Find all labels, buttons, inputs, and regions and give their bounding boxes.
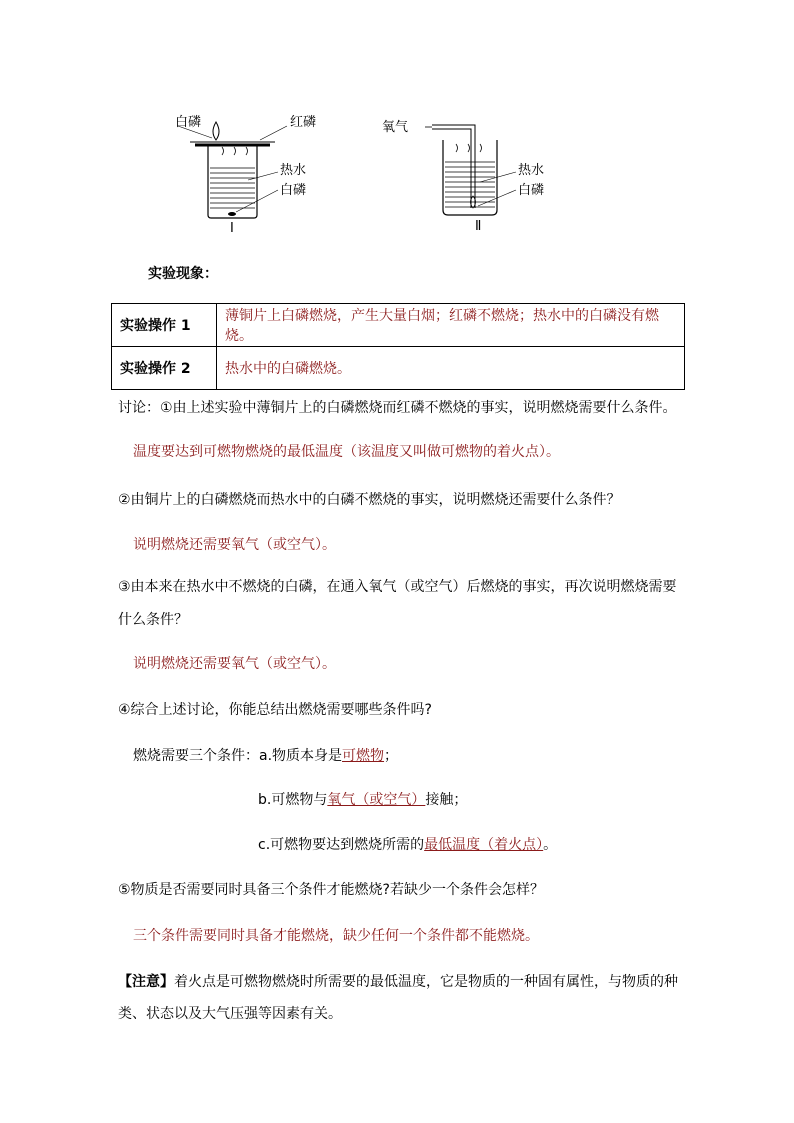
answer-4-c-pre: c.可燃物要达到燃烧所需的 — [258, 837, 425, 853]
experiment-figure — [150, 100, 600, 240]
label-hot-water-2: 热水 — [518, 163, 545, 178]
question-3-line-1: ③由本来在热水中不燃烧的白磷，在通入氧气（或空气）后燃烧的事实，再次说明燃烧需要 — [118, 579, 677, 595]
label-red-phosphorus: 红磷 — [290, 115, 317, 130]
label-white-phosphorus-top: 白磷 — [175, 115, 202, 130]
answer-4-c-end: 。 — [543, 837, 558, 853]
label-white-phosphorus-1: 白磷 — [280, 183, 307, 198]
answer-4-c-key: 最低温度（着火点） — [424, 837, 544, 853]
answer-3: 说明燃烧还需要氧气（或空气）。 — [133, 656, 336, 672]
answer-4-a — [133, 746, 398, 766]
table-row — [112, 304, 685, 347]
answer-4-c — [258, 835, 557, 855]
row-value: 热水中的白磷燃烧。 — [217, 347, 685, 390]
question-4: ④综合上述讨论，你能总结出燃烧需要哪些条件吗? — [118, 702, 432, 718]
note-text-1: 着火点是可燃物燃烧时所需要的最低温度，它是物质的一种固有属性，与物质的种 — [174, 974, 678, 990]
answer-4-b-key: 氧气（或空气） — [327, 792, 426, 808]
answer-4-b-end: 接触； — [425, 792, 468, 808]
note-line-2: 类、状态以及大气压强等因素有关。 — [118, 1006, 342, 1022]
answer-5: 三个条件需要同时具备才能燃烧，缺少任何一个条件都不能燃烧。 — [133, 928, 539, 944]
row-value: 薄铜片上白磷燃烧，产生大量白烟；红磷不燃烧；热水中的白磷没有燃烧。 — [217, 304, 685, 347]
section-title: 实验现象： — [148, 266, 218, 282]
answer-4-b-pre: b.可燃物与 — [258, 792, 328, 808]
answer-4-a-key: 可燃物 — [342, 748, 385, 764]
caption-two: Ⅱ — [475, 219, 482, 234]
label-hot-water-1: 热水 — [280, 163, 307, 178]
apparatus-diagram — [150, 100, 600, 240]
caption-one: Ⅰ — [230, 221, 234, 236]
row-label: 实验操作 2 — [112, 347, 217, 390]
question-2: ②由铜片上的白磷燃烧而热水中的白磷不燃烧的事实，说明燃烧还需要什么条件？ — [118, 492, 621, 508]
answer-1: 温度要达到可燃物燃烧的最低温度（该温度又叫做可燃物的着火点）。 — [133, 444, 560, 460]
beaker-two — [425, 125, 516, 215]
answer-4-a-end: ； — [384, 748, 399, 764]
note-tag: 【注意】 — [118, 974, 174, 990]
question-5: ⑤物质是否需要同时具备三个条件才能燃烧?若缺少一个条件会怎样？ — [118, 882, 544, 898]
row-label: 实验操作 1 — [112, 304, 217, 347]
label-white-phosphorus-2: 白磷 — [518, 183, 545, 198]
beaker-one — [178, 122, 287, 218]
answer-4-intro: 燃烧需要三个条件：a.物质本身是 — [133, 748, 343, 764]
label-oxygen: 氧气 — [382, 120, 409, 135]
observation-table — [111, 303, 685, 390]
question-1: 讨论：①由上述实验中薄铜片上的白磷燃烧而红磷不燃烧的事实，说明燃烧需要什么条件。 — [118, 400, 677, 416]
answer-4-b — [258, 790, 467, 810]
note-line-1 — [118, 972, 678, 992]
answer-2: 说明燃烧还需要氧气（或空气）。 — [133, 537, 336, 553]
table-row — [112, 347, 685, 390]
question-3-line-2: 什么条件？ — [118, 612, 188, 628]
